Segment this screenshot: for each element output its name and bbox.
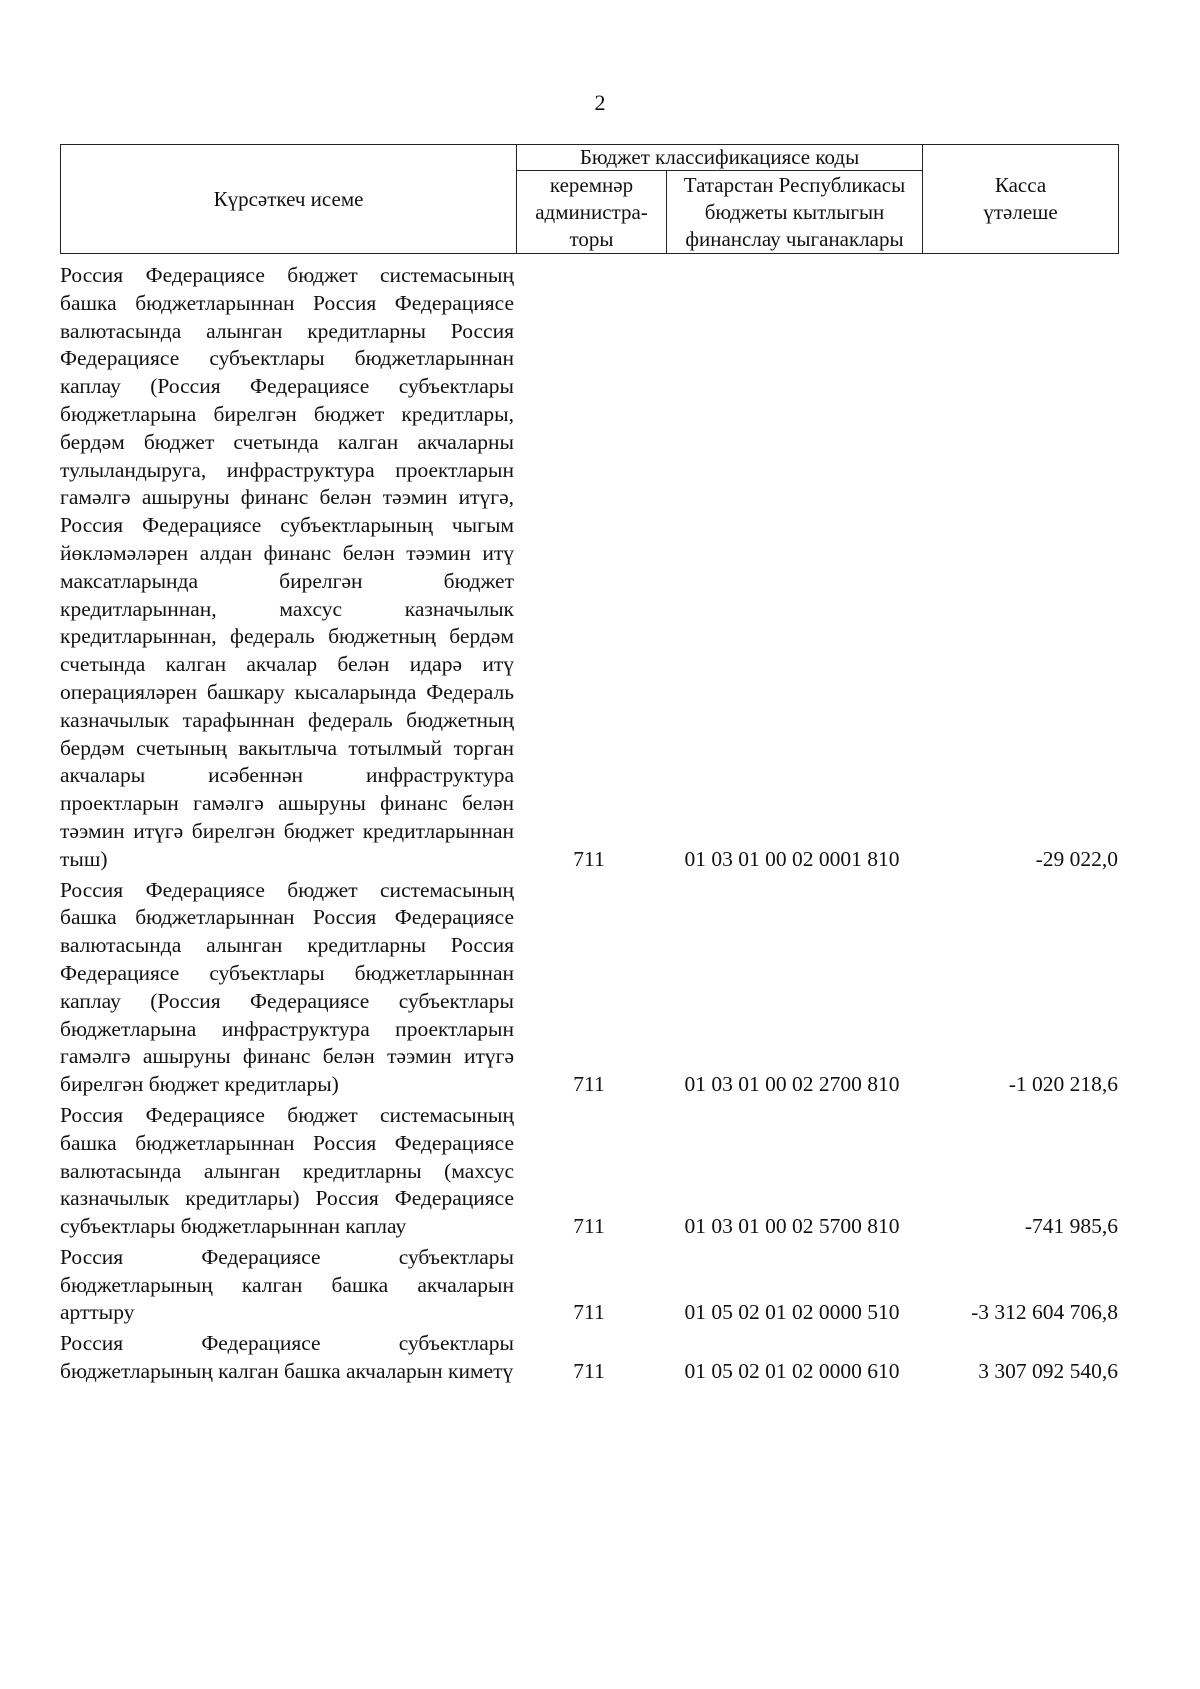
- admin-code: 711: [573, 1359, 605, 1384]
- admin-code: 711: [573, 846, 605, 871]
- table-row: [60, 262, 1118, 874]
- indicator-name: Россия Федерациясе бюджет системасының башка бюджетларыннан Россия Федерациясе валютасында алынган кредитларны (махсус казначылык кредитлары) Россия Федерациясе субъектлары бюджетларыннан каплау: [60, 1102, 514, 1239]
- cash-amount: 3 307 092 540,6: [978, 1359, 1118, 1384]
- source-code-header: Татарстан Республикасы бюджеты кытлыгын финанслау чыганаклары: [667, 171, 923, 254]
- table-row: [60, 877, 1118, 1099]
- cash-amount: -29 022,0: [1035, 846, 1118, 871]
- cash-amount: -3 312 604 706,8: [971, 1300, 1118, 1325]
- classification-code: 01 05 02 01 02 0000 510: [684, 1300, 900, 1325]
- admin-header: керемнәр администра- торы: [517, 171, 667, 254]
- admin-code: 711: [573, 1300, 605, 1325]
- indicator-name-header: Күрсәткеч исеме: [61, 145, 517, 254]
- indicator-name: Россия Федерациясе субъектлары бюджетларының калган башка акчаларын киметү: [60, 1331, 514, 1384]
- classification-code: 01 03 01 00 02 5700 810: [684, 1214, 900, 1239]
- classification-code: 01 03 01 00 02 0001 810: [684, 846, 900, 871]
- table-row: [60, 1102, 1118, 1241]
- table-row: [60, 1244, 1118, 1327]
- indicator-name: Россия Федерациясе бюджет системасының башка бюджетларыннан Россия Федерациясе валютасында алынган кредитларны Россия Федерациясе субъектлары бюджетларыннан каплау (Россия Федерациясе субъектлары бюджетларына инфраструктура проектларын гамәлгә ашыруны финанс белән тәэмин итүгә бирелгән бюджет кредитлары): [60, 877, 514, 1097]
- admin-code: 711: [573, 1072, 605, 1097]
- cash-execution-header: Касса үтәлеше: [923, 145, 1119, 254]
- classification-code: 01 03 01 00 02 2700 810: [684, 1072, 900, 1097]
- page-number: 2: [594, 90, 606, 115]
- table-header: [60, 144, 1119, 254]
- indicator-name: Россия Федерациясе бюджет системасының башка бюджетларыннан Россия Федерациясе валютасында алынган кредитларны Россия Федерациясе субъектлары бюджетларыннан каплау (Россия Федерациясе субъектлары бюджетларына бирелгән бюджет кредитлары, бердәм бюджет счетында калган акчаларны тулыландыруга, инфраструктура проектларын гамәлгә ашыруны финанс белән тәэмин итүгә, Россия Федерациясе субъектларының чыгым йөкләмәләрен алдан финанс белән тәэмин итү максатларында бирелгән бюджет кредитларыннан, махсус казначылык кредитларыннан, федераль бюджетның бердәм счетында калган акчалар белән идарә итү операцияләрен башкару кысаларында Федераль казначылык тарафыннан федераль бюджетның бердәм счетының вакытлыча тотылмый торган акчалары исәбеннән инфраструктура проектларын гамәлгә ашыруны финанс белән тәэмин итүгә бирелгән бюджет кредитларыннан тыш): [60, 263, 514, 871]
- table-body: [60, 262, 1118, 1389]
- cash-amount: -1 020 218,6: [1008, 1072, 1118, 1097]
- cash-amount: -741 985,6: [1024, 1214, 1118, 1239]
- budget-code-group-header: Бюджет классификациясе коды: [517, 145, 923, 171]
- admin-code: 711: [573, 1214, 605, 1239]
- table-row: [60, 1330, 1118, 1386]
- indicator-name: Россия Федерациясе субъектлары бюджетларының калган башка акчаларын арттыру: [60, 1244, 514, 1325]
- classification-code: 01 05 02 01 02 0000 610: [684, 1359, 900, 1384]
